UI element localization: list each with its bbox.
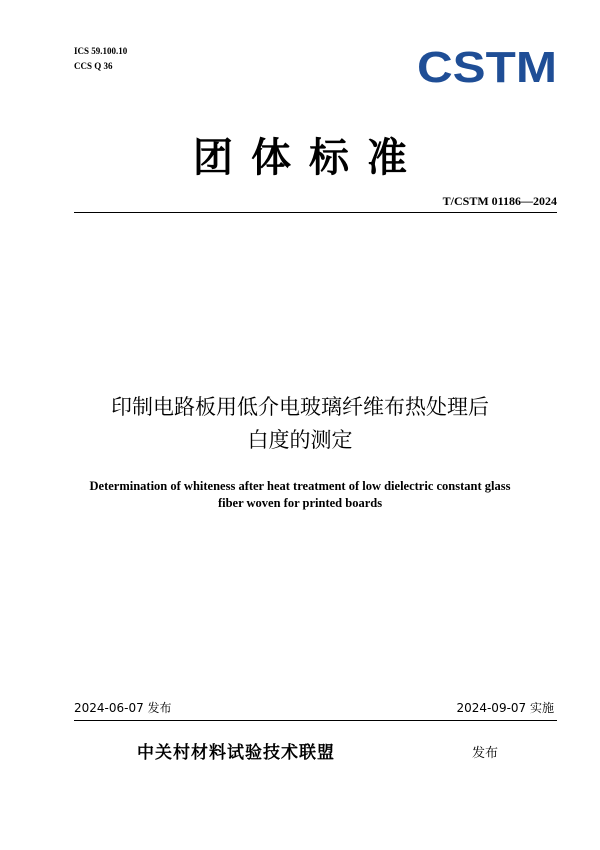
standard-type-heading: 团体标准: [193, 135, 425, 181]
effective-date: 2024-09-07 实施: [456, 701, 554, 715]
issuing-organization: 中关村材料试验技术联盟: [137, 743, 335, 763]
english-title-line-2: fiber woven for printed boards: [217, 496, 383, 510]
ics-code: ICS 59.100.10: [74, 46, 128, 56]
chinese-title: [0, 391, 600, 457]
cstm-logo: [417, 44, 557, 86]
issue-label: 发布: [472, 746, 499, 761]
top-divider: [74, 212, 557, 213]
cstm-logo-icon: [417, 44, 557, 86]
english-title: [0, 478, 600, 512]
chinese-title-line-1: 印制电路板用低介电玻璃纤维布热处理后: [111, 395, 489, 419]
publish-date: 2024-06-07 发布: [74, 701, 172, 715]
ccs-code: CCS Q 36: [74, 61, 113, 71]
cstm-logo-text: CSTM: [417, 44, 557, 86]
english-title-line-1: Determination of whiteness after heat treatment of low dielectric constant glass: [89, 479, 511, 493]
bottom-divider: [74, 720, 557, 721]
standard-number: T/CSTM 01186—2024: [442, 194, 557, 208]
chinese-title-line-2: 白度的测定: [247, 428, 353, 452]
classification-codes: [74, 44, 127, 74]
